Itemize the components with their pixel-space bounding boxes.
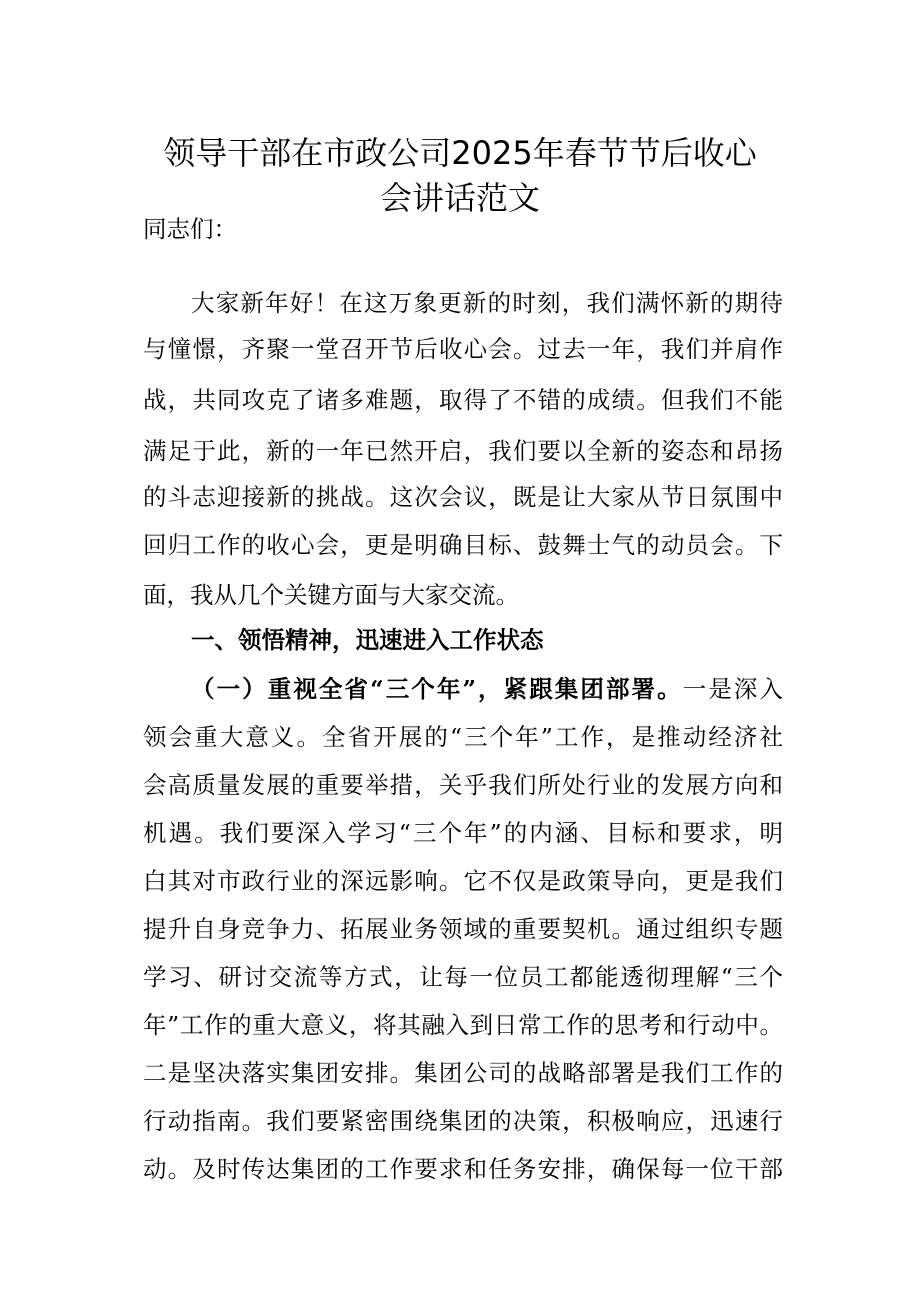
paragraph-line: 白其对市政行业的深远影响。它不仅是政策导向，更是我们 [143, 867, 783, 895]
paragraph-line: 提升自身竞争力、拓展业务领域的重要契机。通过组织专题 [143, 915, 783, 943]
paragraph-line: 战，共同攻克了诸多难题，取得了不错的成绩。但我们不能 [143, 386, 783, 414]
paragraph-line: 动。及时传达集团的工作要求和任务安排，确保每一位干部 [143, 1155, 783, 1183]
document-title-line-1: 领导干部在市政公司2025年春节节后收心 [163, 134, 757, 172]
subsection-heading: （一）重视全省“三个年”，紧跟集团部署。 [191, 675, 683, 703]
paragraph-line: 大家新年好！在这万象更新的时刻，我们满怀新的期待 [191, 289, 783, 317]
paragraph-line: 满足于此，新的一年已然开启，我们要以全新的姿态和昂扬 [143, 437, 783, 465]
paragraph-line: 行动指南。我们要紧密围绕集团的决策，积极响应，迅速行 [143, 1107, 783, 1135]
paragraph-line: 回归工作的收心会，更是明确目标、鼓舞士气的动员会。下 [143, 531, 783, 559]
subsection-first-text: 一是深入 [682, 675, 783, 703]
paragraph-line: 与憧憬，齐聚一堂召开节后收心会。过去一年，我们并肩作 [143, 335, 783, 363]
document-title-line-2: 会讲话范文 [379, 179, 540, 217]
paragraph-line: 机遇。我们要深入学习“三个年”的内涵、目标和要求，明 [143, 819, 783, 847]
subsection-first-line [191, 666, 783, 712]
salutation: 同志们： [143, 215, 237, 243]
paragraph-line: 的斗志迎接新的挑战。这次会议，既是让大家从节日氛围中 [143, 483, 783, 511]
paragraph-line: 年”工作的重大意义，将其融入到日常工作的思考和行动中。 [143, 1011, 783, 1039]
paragraph-line: 学习、研讨交流等方式，让每一位员工都能透彻理解“三个 [143, 963, 783, 991]
paragraph-line: 会高质量发展的重要举措，关乎我们所处行业的发展方向和 [143, 771, 783, 799]
paragraph-line: 领会重大意义。全省开展的“三个年”工作，是推动经济社 [143, 723, 783, 751]
paragraph-line: 二是坚决落实集团安排。集团公司的战略部署是我们工作的 [143, 1059, 783, 1087]
paragraph-line: 面，我从几个关键方面与大家交流。 [143, 581, 519, 609]
section-heading: 一、领悟精神，迅速进入工作状态 [191, 626, 544, 654]
